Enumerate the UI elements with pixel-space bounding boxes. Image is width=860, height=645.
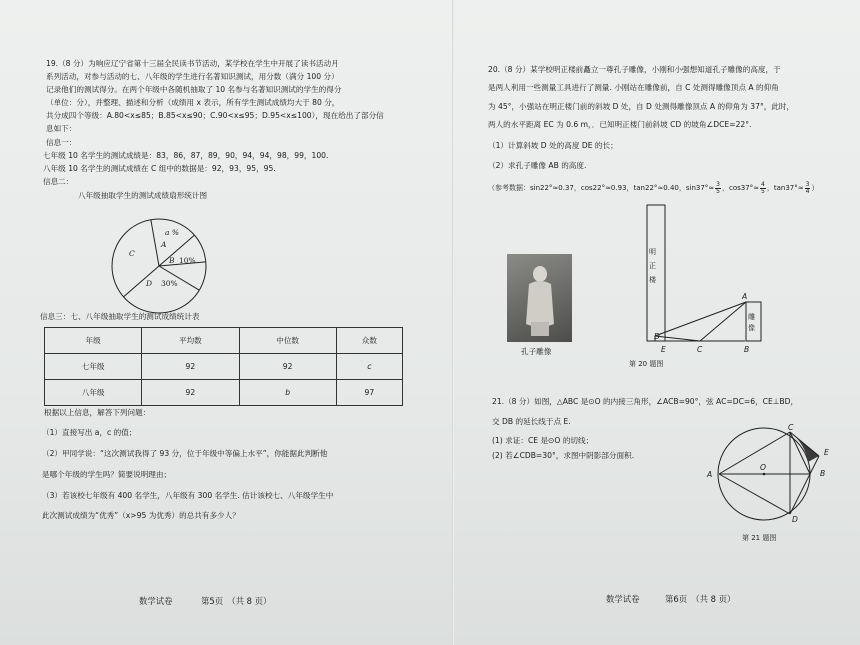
q20-figure [645, 205, 775, 365]
stats-table [44, 327, 403, 406]
q21-text-line: 交 DB 的延长线于点 E. [492, 417, 571, 426]
q20-text-line: 为 45°，小强站在明正楼门前的斜坡 D 处，自 D 处测得雕像顶点 A 的仰角为 37°，此时， [488, 102, 795, 111]
point-b: B [820, 469, 826, 478]
fraction-den: 5 [716, 188, 720, 195]
fraction-num: 4 [761, 181, 765, 188]
statue-silhouette [507, 254, 572, 342]
fraction [805, 182, 811, 195]
building-label: 明正楼 [649, 248, 656, 284]
point-c: C [697, 345, 703, 354]
q21-text-line: 21.（8 分）如图，△ABC 是⊙O 的内接三角形，∠ACB=90°，弦 AC=DC=6，CE⊥BD， [492, 397, 799, 406]
pie-label-d: D [146, 279, 153, 288]
table-cell: b [239, 380, 336, 406]
pie-label-a: A [161, 240, 167, 249]
table-cell: 92 [142, 380, 239, 406]
q19-sub1: （1）直接写出 a，c 的值； [42, 428, 137, 437]
info3-title: 信息三：七、八年级抽取学生的测试成绩统计表 [40, 312, 200, 321]
q19-intro-line: 19.（8 分）为响应辽宁省第十三届全民读书节活动，某学校在学生中开展了读书活动月 [46, 59, 339, 68]
fraction-den: 4 [805, 188, 810, 195]
fraction [760, 182, 766, 195]
ref-text: ，tan37°≈ [766, 184, 804, 192]
fraction-den: 5 [761, 188, 765, 195]
pie-slice-boundary [124, 266, 159, 297]
table-header-cell: 平均数 [142, 328, 239, 354]
table-header-cell: 中位数 [239, 328, 336, 354]
point-e: E [824, 448, 829, 457]
point-a: A [707, 470, 713, 479]
pie-label-a-percent: a % [165, 228, 179, 237]
q19-sub2-line: 是哪个年级的学生吗？简要说明理由； [42, 470, 172, 479]
q20-text-line: 是两人利用一些测量工具进行了测量. 小刚站在雕像前，自 C 处测得雕像顶点 A 的仰角 [488, 83, 779, 92]
footer-page-right: 第6页 （共 8 页） [665, 594, 736, 604]
table-cell: 八年级 [45, 380, 142, 406]
table-cell: c [336, 354, 402, 380]
fraction [715, 182, 721, 195]
footer-title-right: 数学试卷 [606, 594, 640, 604]
pie-label-d-percent: 30% [161, 279, 178, 288]
table-header-cell: 众数 [336, 328, 402, 354]
confucius-statue-photo [507, 254, 572, 342]
point-d: D [792, 515, 798, 524]
q19-prompt: 根据以上信息，解答下列问题： [44, 408, 151, 417]
pie-label-b-percent: 10% [179, 256, 196, 265]
table-cell: 七年级 [45, 354, 142, 380]
ref-text: ） [811, 184, 819, 192]
footer-title-left: 数学试卷 [139, 596, 173, 606]
info1-title: 信息一： [46, 138, 77, 147]
q19-intro-line: 息如下： [46, 124, 77, 133]
q19-intro-line: （单位：分），并整理、描述和分析（成绩用 x 表示，所有学生测试成绩均大于 80 分， [46, 98, 340, 107]
q21-figure-caption: 第 21 题图 [742, 534, 777, 542]
q19-intro-line: 系列活动，对参与活动的七、八年级的学生进行名著知识测试，用分数（满分 100 分） [46, 72, 339, 81]
point-b: B [744, 345, 750, 354]
point-c: C [788, 423, 794, 432]
info2-title: 信息二： [43, 177, 74, 186]
table-row [45, 354, 403, 380]
point-o: O [760, 463, 766, 472]
q21-sub1: (1) 求证：CE 是⊙O 的切线； [492, 436, 594, 445]
ref-text: ，cos37°≈ [721, 184, 760, 192]
q20-figure-caption: 第 20 题图 [629, 360, 664, 368]
point-e: E [661, 345, 666, 354]
info1-grade8: 八年级 10 名学生的测试成绩在 C 组中的数据是：92，93，95，95. [43, 164, 276, 173]
pie-chart-title: 八年级抽取学生的测试成绩扇形统计图 [78, 191, 208, 200]
q19-intro-line: 记录他们的测试得分。在两个年级中各随机抽取了 10 名参与名著知识测试的学生的得分 [46, 85, 342, 94]
q20-sub2: （2）求孔子雕像 AB 的高度. [488, 161, 587, 170]
pie-chart [109, 216, 209, 316]
ref-text: （参考数据：sin22°≈0.37，cos22°≈0.93，tan22°≈0.40，sin37°≈ [488, 184, 715, 192]
pie-label-c: C [129, 249, 135, 258]
q19-intro-line: 共分成四个等级：A.80<x≤85；B.85<x≤90；C.90<x≤95；D.95<x≤100），现在给出了部分信 [46, 111, 384, 120]
q21-sub2: (2) 若∠CDB=30°，求图中阴影部分面积. [492, 451, 635, 460]
point-d: D [654, 332, 660, 341]
q19-sub3-line: （3）若该校七年级有 400 名学生，八年级有 300 名学生. 估计该校七、八年级学生中 [42, 491, 334, 500]
q21-figure [710, 418, 820, 528]
statue-label: 雕像 [748, 313, 755, 332]
page-fold [452, 0, 454, 645]
q20-sub1: （1）计算斜坡 D 处的高度 DE 的长； [488, 141, 618, 150]
table-cell: 97 [336, 380, 402, 406]
table-cell: 92 [142, 354, 239, 380]
q20-text-line: 两人的水平距离 EC 为 0.6 m，．已知明正楼门前斜坡 CD 的坡角∠DCE=22°. [488, 120, 752, 129]
pie-label-b: B [169, 256, 175, 265]
q20-text-line: 20.（8 分）某学校明正楼前矗立一尊孔子雕像，小刚和小强想知道孔子雕像的高度，于 [488, 65, 781, 74]
footer-page-left: 第5页 （共 8 页） [201, 596, 272, 606]
fraction-num: 3 [805, 181, 810, 188]
info1-grade7: 七年级 10 名学生的测试成绩是：83，86，87，89，90，94，94，98，99，100. [43, 151, 329, 160]
q19-sub3-line: 此次测试成绩为“优秀”（x>95 为优秀）的总共有多少人？ [42, 511, 240, 520]
point-a: A [742, 292, 748, 301]
table-header-cell: 年级 [45, 328, 142, 354]
pie-slice-boundary [151, 220, 159, 266]
q19-sub2-line: （2）甲同学说：“这次测试我得了 93 分，位于年级中等偏上水平”，你能据此判断他 [42, 449, 328, 458]
q20-reference-data [488, 182, 818, 195]
fraction-num: 3 [716, 181, 720, 188]
photo-caption: 孔子雕像 [521, 347, 552, 356]
table-row [45, 380, 403, 406]
table-header-row [45, 328, 403, 354]
table-cell: 92 [239, 354, 336, 380]
